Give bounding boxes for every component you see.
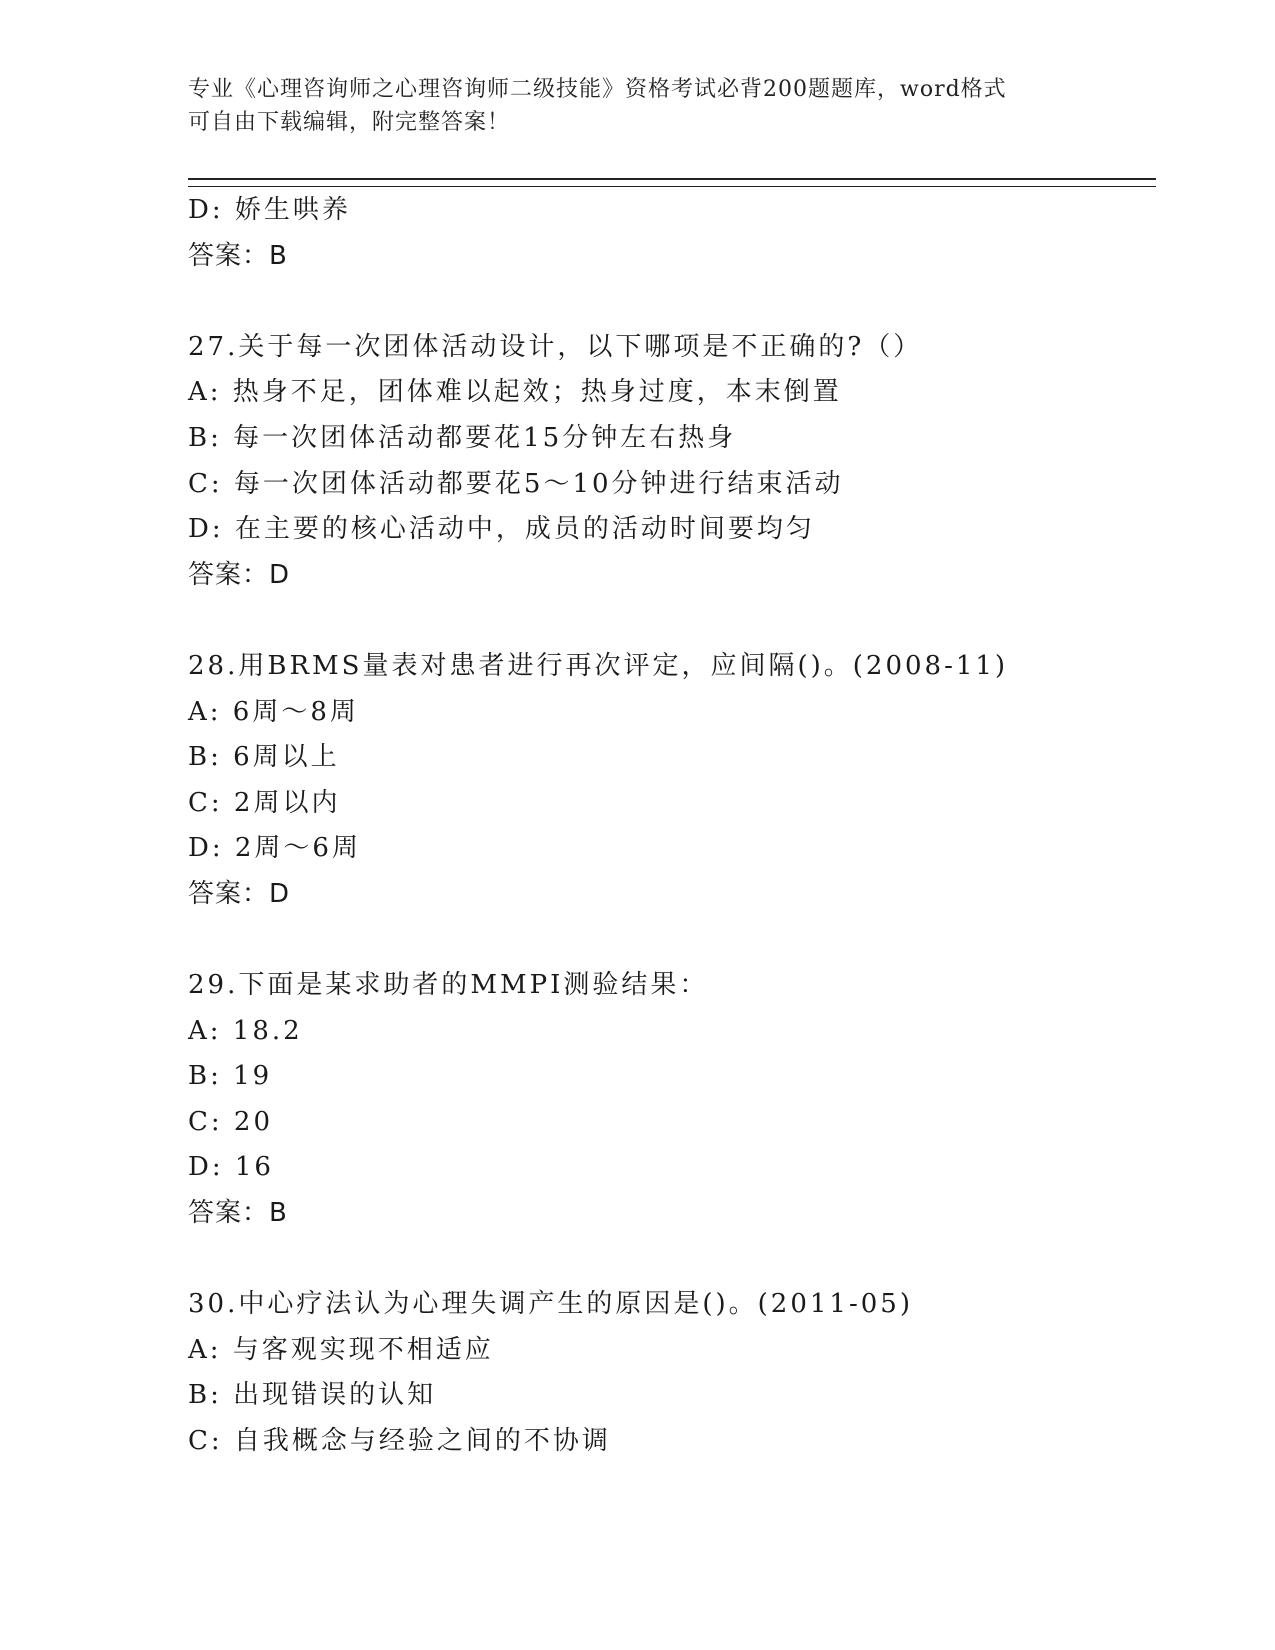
- option-a: A: 热身不足，团体难以起效；热身过度，本末倒置: [188, 377, 842, 408]
- option-b: B: 19: [188, 1061, 273, 1092]
- header-line-2: 可自由下载编辑，附完整答案！: [188, 110, 511, 135]
- option-b: B: 6周以上: [188, 742, 340, 773]
- option-b: B: 出现错误的认知: [188, 1380, 437, 1411]
- spacer: [188, 1237, 1156, 1283]
- option-c: C: 自我概念与经验之间的不协调: [188, 1426, 611, 1457]
- question-30: 30.中心疗法认为心理失调产生的原因是()。(2011-05): [188, 1289, 913, 1320]
- option-c: C: 每一次团体活动都要花5～10分钟进行结束活动: [188, 468, 844, 499]
- spacer: [188, 279, 1156, 325]
- option-a: A: 18.2: [188, 1015, 303, 1046]
- page-header: [188, 73, 1088, 139]
- answer-line: 答案：D: [188, 559, 291, 590]
- option-a: A: 6周～8周: [188, 696, 359, 727]
- spacer: [188, 598, 1156, 644]
- question-28: 28.用BRMS量表对患者进行再次评定，应间隔()。(2008-11): [188, 650, 1009, 681]
- option-d: D: 2周～6周: [188, 833, 361, 864]
- spacer: [188, 918, 1156, 964]
- option-d: D: 娇生哄养: [188, 195, 351, 225]
- document-body: [188, 188, 1156, 1465]
- question-27: 27.关于每一次团体活动设计，以下哪项是不正确的?（）: [188, 331, 923, 362]
- answer-line: 答案：B: [188, 1198, 288, 1229]
- header-line-1: 专业《心理咨询师之心理咨询师二级技能》资格考试必背200题题库，word格式: [188, 77, 1007, 102]
- answer-line: 答案：B: [188, 240, 288, 271]
- option-a: A: 与客观实现不相适应: [188, 1334, 494, 1365]
- option-d: D: 16: [188, 1152, 274, 1183]
- question-29: 29.下面是某求助者的MMPI测验结果：: [188, 970, 709, 1001]
- option-b: B: 每一次团体活动都要花15分钟左右热身: [188, 422, 737, 453]
- option-c: C: 20: [188, 1106, 274, 1137]
- header-divider: [188, 178, 1156, 187]
- option-d: D: 在主要的核心活动中，成员的活动时间要均匀: [188, 514, 815, 545]
- option-c: C: 2周以内: [188, 787, 341, 818]
- answer-line: 答案：D: [188, 878, 291, 909]
